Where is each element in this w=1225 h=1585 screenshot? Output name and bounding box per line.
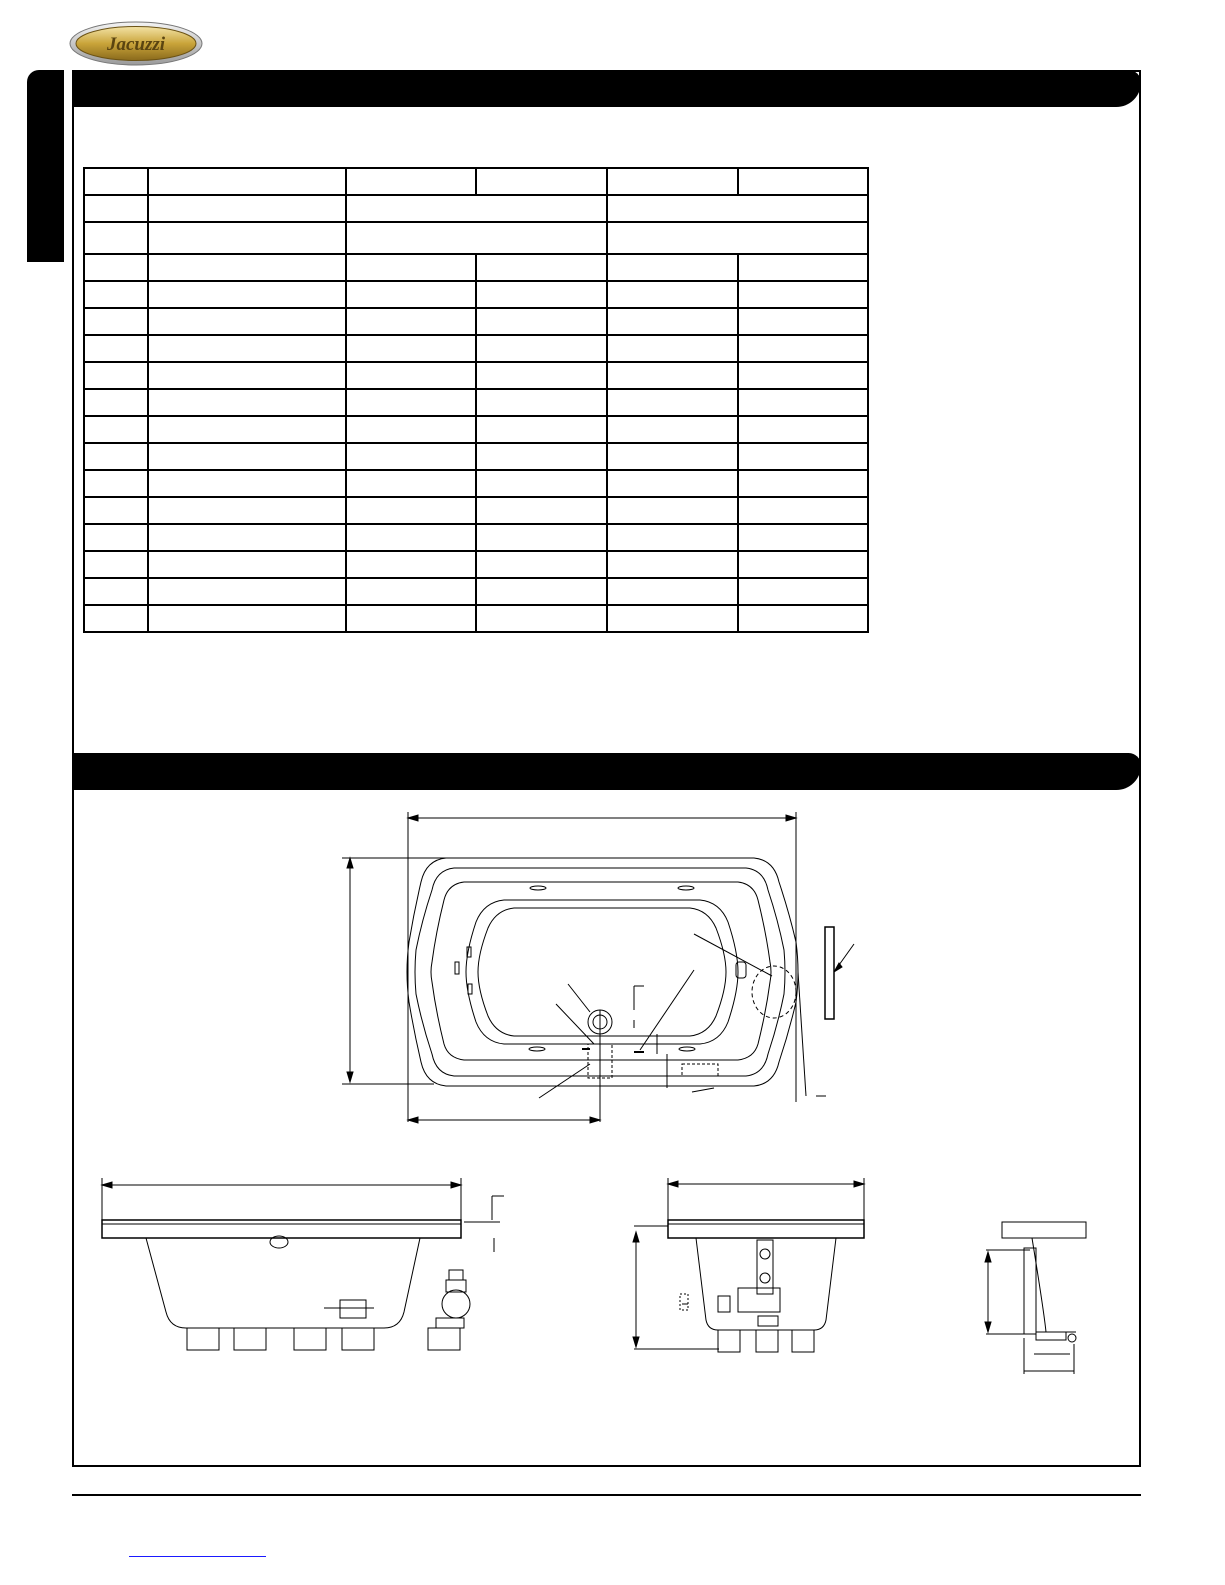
apron-detail-view	[985, 1222, 1086, 1374]
table-row	[84, 168, 868, 195]
section-side-tab	[27, 70, 64, 262]
table-row	[84, 362, 868, 389]
table-row	[84, 470, 868, 497]
footer-rule	[72, 1494, 1141, 1496]
table-row	[84, 416, 868, 443]
table-row	[84, 551, 868, 578]
spec-section-header-bar	[72, 70, 1141, 107]
specification-table	[83, 167, 869, 633]
table-row	[84, 281, 868, 308]
footer-link-underline[interactable]	[129, 1556, 266, 1557]
logo-badge-icon	[69, 21, 203, 66]
table-row	[84, 195, 868, 222]
side-view	[633, 1178, 864, 1392]
drawing-section-header-bar	[72, 753, 1141, 790]
jacuzzi-logo	[69, 21, 203, 66]
front-view	[102, 1178, 504, 1350]
table-row	[84, 389, 868, 416]
svg-text:Jacuzzi: Jacuzzi	[106, 34, 166, 55]
table-row	[84, 524, 868, 551]
table-row	[84, 254, 868, 281]
tub-technical-drawing	[74, 792, 1134, 1392]
table-row	[84, 443, 868, 470]
table-row	[84, 335, 868, 362]
table-row	[84, 605, 868, 632]
table-row	[84, 222, 868, 254]
table-row	[84, 308, 868, 335]
table-row	[84, 578, 868, 605]
top-view	[342, 812, 854, 1123]
table-row	[84, 497, 868, 524]
